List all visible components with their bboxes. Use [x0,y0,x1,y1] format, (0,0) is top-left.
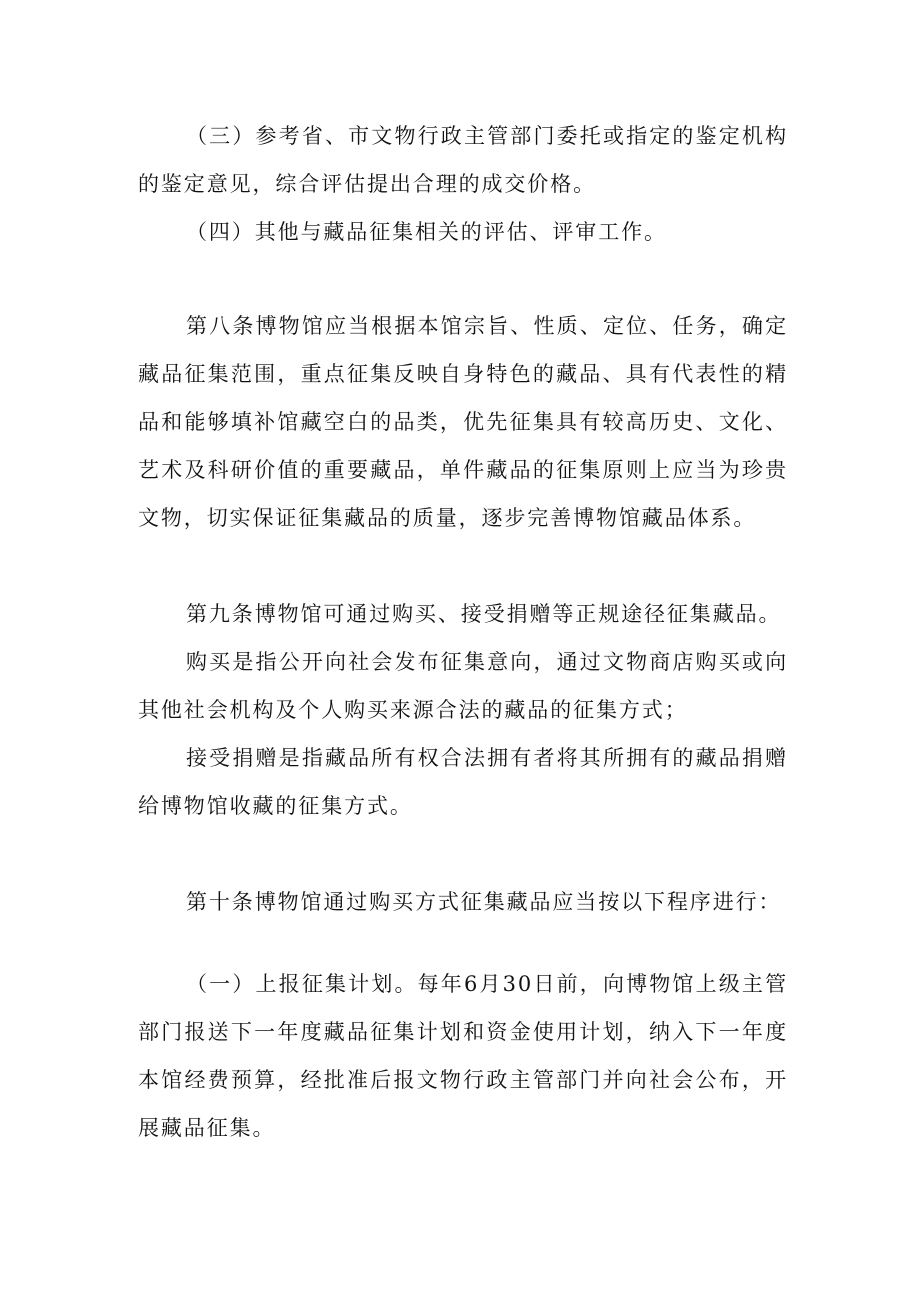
paragraph-item-4: （四）其他与藏品征集相关的评估、评审工作。 [186,220,667,244]
donation-definition-paragraph: 接受捐赠是指藏品所有权合法拥有者将其所拥有的藏品捐赠给博物馆收藏的征集方式。 [138,746,788,818]
article-8-paragraph: 第八条博物馆应当根据本馆宗旨、性质、定位、任务，确定藏品征集范围，重点征集反映自身特色的藏品、具有代表性的精品和能够填补馆藏空白的品类，优先征集具有较高历史、文化、艺术及科研价值的重要藏品，单件藏品的征集原则上应当为珍贵文物，切实保证征集藏品的质量，逐步完善博物馆藏品体系。 [138,314,788,530]
procedure-item-1-paragraph: （一）上报征集计划。每年6月30日前，向博物馆上级主管部门报送下一年度藏品征集计划和资金使用计划，纳入下一年度本馆经费预算，经批准后报文物行政主管部门并向社会公布，开展藏品征集。 [138,972,788,1140]
article-9-paragraph: 第九条博物馆可通过购买、接受捐赠等正规途径征集藏品。 [186,602,782,626]
purchase-definition-paragraph: 购买是指公开向社会发布征集意向，通过文物商店购买或向其他社会机构及个人购买来源合法的藏品的征集方式； [138,650,788,722]
article-10-paragraph: 第十条博物馆通过购买方式征集藏品应当按以下程序进行： [186,890,782,914]
paragraph-item-3: （三）参考省、市文物行政主管部门委托或指定的鉴定机构的鉴定意见，综合评估提出合理的成交价格。 [138,124,788,196]
